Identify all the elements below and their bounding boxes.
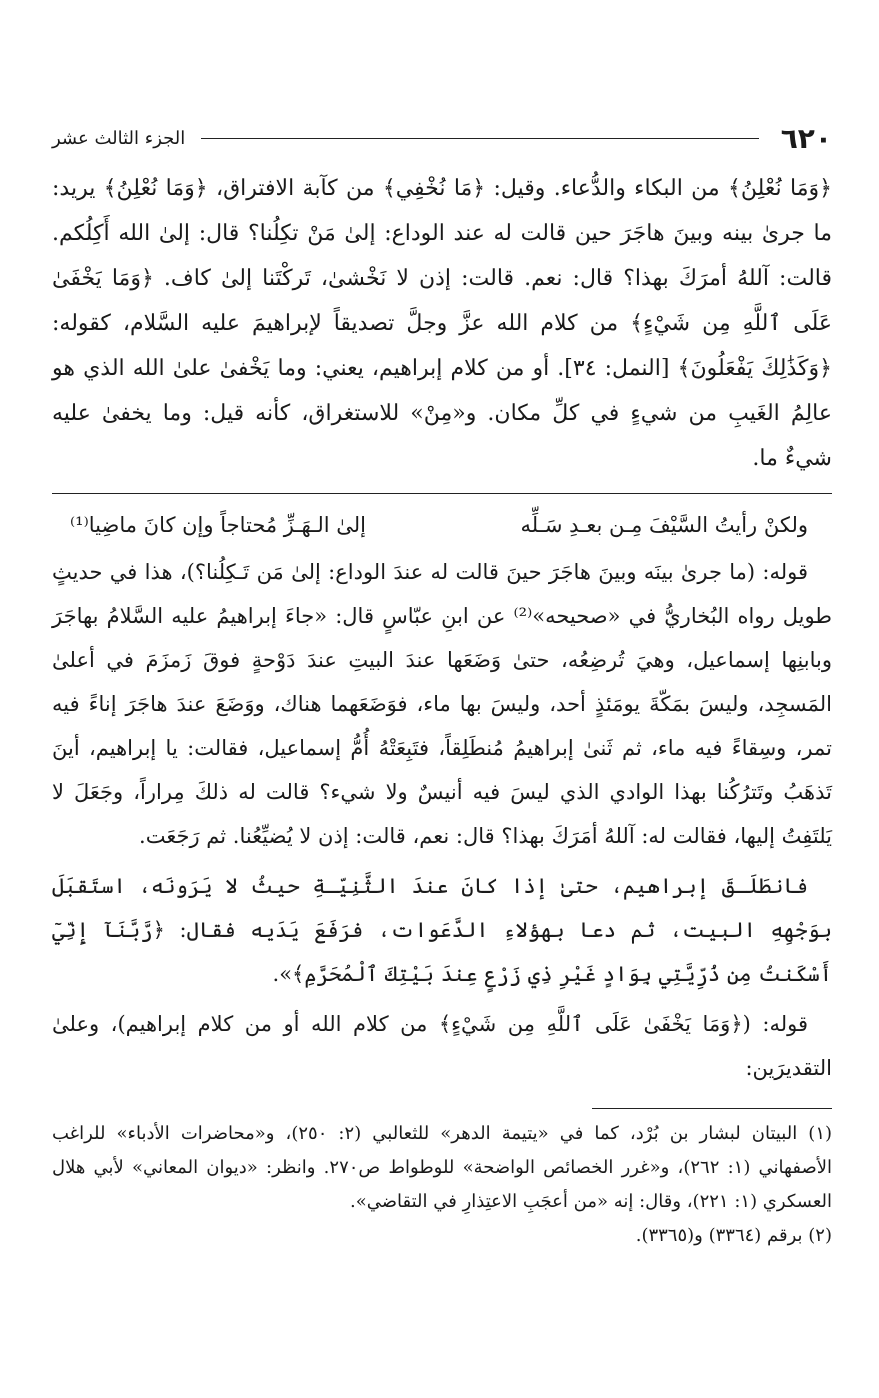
- footnote-divider: [592, 1108, 832, 1109]
- commentary-paragraph-2: فانطَلَـقَ إبراهيم، حتىٰ إذا كانَ عندَ الثَّنِيّـةِ حيثُ لا يَرَونَه، استَقبَلَ بوَجْهِهِ البيت، ثم دعا بهؤلاءِ الدَّعَوات، فرَفَعَ يَدَيه فقال: ﴿رَّبَّنَآ إِنِّيٓ أَسْكَنتُ مِن ذُرِّيَّتِي بِوَادٍ غَيْرِ ذِي زَرْعٍ عِندَ بَيْتِكَ ٱلْمُحَرَّمِ﴾».: [52, 874, 832, 986]
- book-page: [52, 118, 832, 1253]
- footnote-2: (٢) برقم (٣٣٦٤) و(٣٣٦٥).: [635, 1225, 832, 1246]
- commentary-paragraph-1: قوله: (ما جرىٰ بينَه وبينَ هاجَرَ حينَ قالت له عندَ الوداع: إلىٰ مَن تَـكِلُنا؟)، هذا في حديثٍ طويل رواه البُخاريُّ في «صحيحه»⁽²⁾ عن ابنِ عبّاسٍ قال: «جاءَ إبراهيمُ عليه السَّلامُ بهاجَرَ وبابنِها إسماعيل، وهيَ تُرضِعُه، حتىٰ وَضَعَها عندَ البيتِ عندَ دَوْحةٍ فوقَ زَمزَمَ في أعلىٰ المَسجِد، وليسَ بمَكّةَ يومَئذٍ أحد، وليسَ بها ماء، فوَضَعَهما هناك، ووَضَعَ عندَ هاجَرَ إناءً فيه تمر، وسِقاءً فيه ماء، ثم ثَنىٰ إبراهيمُ مُنطَلِقاً، فتَبِعَتْهُ أُمُّ إسماعيل، فقالت: يا إبراهيم، أينَ تَذهَبُ وتَترُكُنا بهذا الوادي الذي ليسَ فيه أنيسٌ ولا شيء؟ قالت له ذلكَ مِراراً، وجَعَلَ لا يَلتَفِتُ إليها، فقالت له: آللهُ أمَرَكَ بهذا؟ قال: نعم، قالت: إذن لا يُضيِّعُنا. ثم رَجَعَت.: [52, 560, 833, 848]
- main-text: [52, 166, 832, 481]
- running-head: [52, 118, 832, 158]
- verse-first-hemistich: ولكنْ رأيتُ السَّيْفَ مِـن بعـدِ سَـلِّه: [520, 513, 808, 537]
- poetry-verse: [52, 504, 832, 546]
- commentary-paragraph-3: قوله: (﴿وَمَا يَخْفَىٰ عَلَى ٱللَّهِ مِن شَيْءٍ﴾ من كلام الله أو من كلام إبراهيم)، وعلىٰ التقديرَين:: [52, 1012, 832, 1080]
- running-title: الجزء الثالث عشر: [52, 127, 186, 149]
- main-paragraph: ﴿وَمَا نُعْلِنُ﴾ من البكاء والدُّعاء. وقيل: ﴿مَا نُخْفِي﴾ من كآبة الافتراق، ﴿وَمَا نُعْلِنُ﴾ يريد: ما جرىٰ بينه وبينَ هاجَرَ حين قالت له عند الوداع: إلىٰ مَنْ تكِلُنا؟ قال: إلىٰ الله أَكِلُكم. قالت: آللهُ أمرَكَ بهذا؟ قال: نعم. قالت: إذن لا نَخْشىٰ، تَركْتَنا إلىٰ كاف. ﴿وَمَا يَخْفَىٰ عَلَى ٱللَّهِ مِن شَيْءٍ﴾ من كلام الله عزَّ وجلَّ تصديقاً لإبراهيمَ عليه السَّلام، كقوله: ﴿وَكَذَٰلِكَ يَفْعَلُونَ﴾ [النمل: ٣٤]. أو من كلام إبراهيم، يعني: وما يَخْفىٰ علىٰ الله الذي هو عالِمُ الغَيبِ من شيءٍ في كلِّ مكان. و«مِنْ» للاستغراق، كأنه قيل: وما يخفىٰ عليه شيءٌ ما.: [52, 176, 832, 471]
- footnotes: [52, 1117, 832, 1253]
- commentary: [52, 550, 832, 1090]
- footnote-1: (١) البيتان لبشار بن بُرْد، كما في «يتيمة الدهر» للثعالبي (٢: ٢٥٠)، و«محاضرات الأدباء» للراغب الأصفهاني (١: ٢٦٢)، و«غرر الخصائص الواضحة» للوطواط ص٢٧٠. وانظر: «ديوان المعاني» لأبي هلال العسكري (١: ٢٢١)، وقال: إنه «من أعجَبِ الاعتِذارِ في التقاضي».: [52, 1123, 833, 1212]
- header-rule: [201, 138, 758, 139]
- section-divider: [52, 493, 832, 494]
- verse-second-hemistich: إلىٰ الـهَـزِّ مُحتاجاً وإن كانَ ماضِيا⁽¹⁾: [70, 513, 367, 537]
- page-number: ٦٢٠: [780, 121, 832, 155]
